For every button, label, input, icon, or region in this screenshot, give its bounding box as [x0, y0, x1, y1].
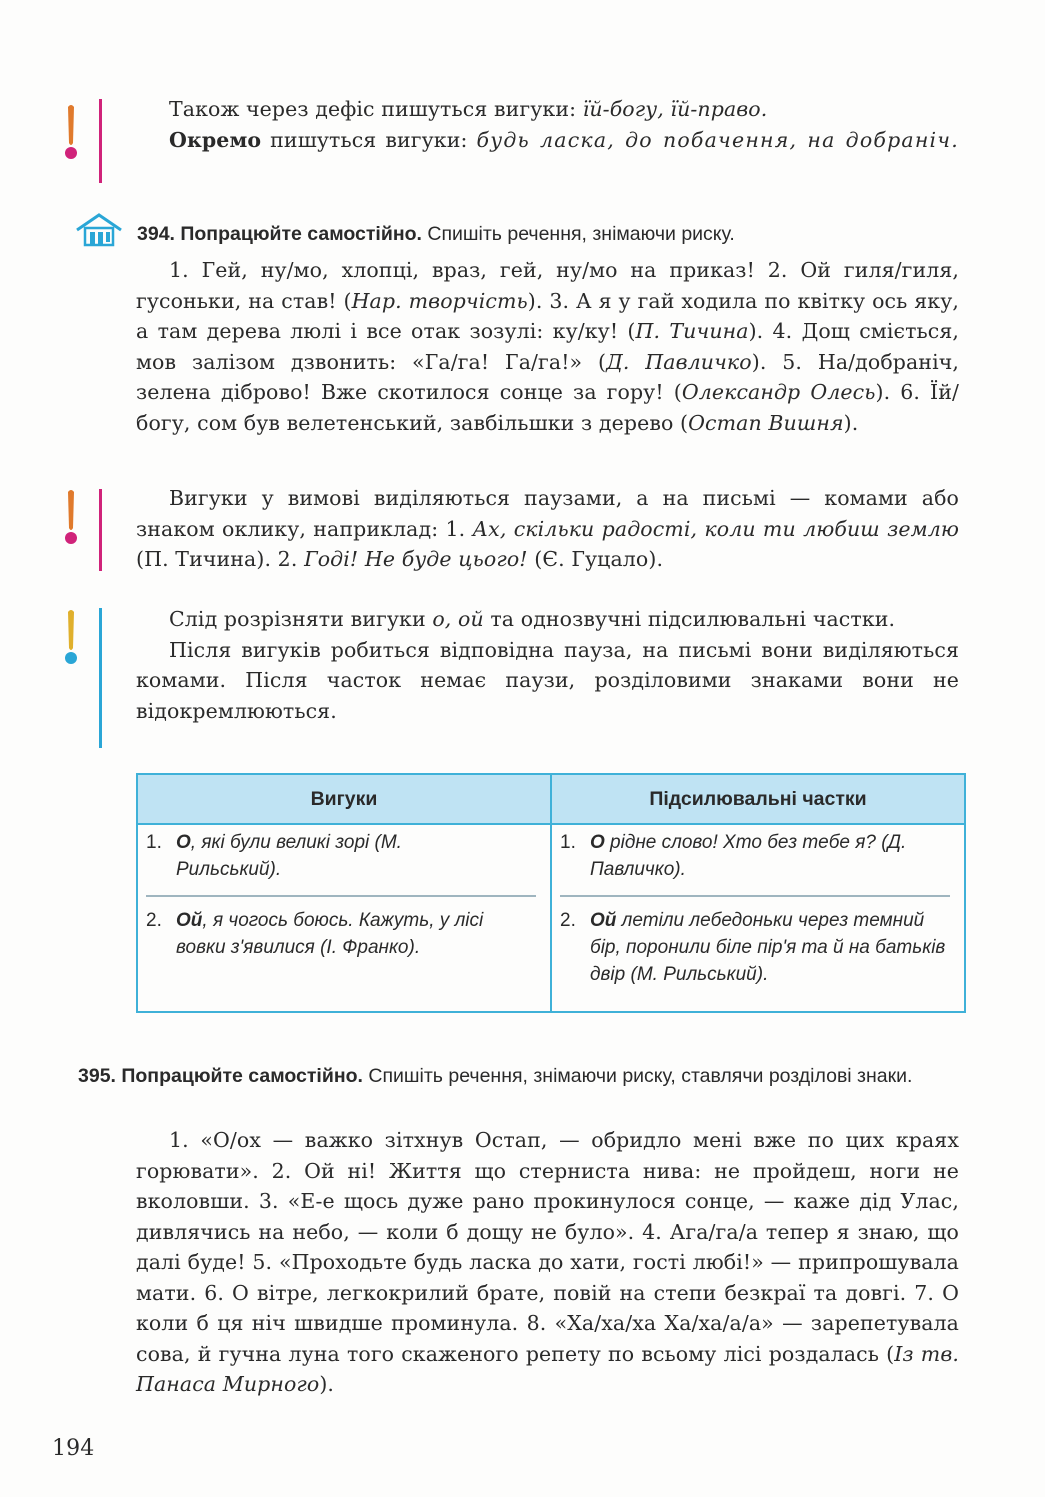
exclamation-icon: [60, 103, 82, 163]
table-header: Підсилювальні частки: [551, 774, 965, 824]
exercise-394-heading: [137, 220, 959, 249]
exercise-title: Попрацюйте самостійно.: [180, 223, 422, 245]
house-icon: [74, 212, 124, 252]
rule-text-particles: Слід розрізняти вигуки о, ой та однозвучні підсилювальні частки. Після вигуків робиться відповідна пауза, на письмі вони виділяються комами. Після часток немає паузи, розділовими знаками вони не відокремлюються.: [136, 607, 959, 723]
rule-bar: [99, 608, 102, 748]
exercise-task: Спишіть речення, знімаючи риску, ставлячи розділові знаки.: [368, 1065, 913, 1087]
exercise-number: 395.: [78, 1065, 116, 1087]
rule-bar: [99, 489, 102, 571]
exercise-395-heading: [78, 1062, 959, 1091]
comparison-table: [136, 773, 966, 1013]
exercise-395-text: 1. «О/ох — важко зітхнув Остап, — обридло мені вже по цих краях горювати». 2. Ой ні! Життя що стерниста нива: не пройдеш, ноги не вколовши. 3. «Е-е щось дуже рано прокинулося сонце, — каже дід Улас, дивлячись на небо, — коли б дощу не було». 4. Ага/га/а тепер я знаю, що далі буде! 5. «Проходьте будь ласка до хати, гості любі!» — припрошувала мати. 6. О вітре, легкокрилий брате, повій на степи безкраї та довгі. 7. О коли б ця ніч швидше проминула. 8. «Ха/ха/ха Ха/ха/а/а» — зарепетувала сова, й гучна луна того скаженого репету по всьому лісі роздалась (Із тв. Панаса Мирного).: [136, 1128, 959, 1396]
rule-text-pauses: Вигуки у вимові виділяються паузами, а на письмі — комами або знаком оклику, наприклад: 1. Ах, скільки радості, коли ти любиш землю (П. Тичина). 2. Годі! Не буде цього! (Є. Гуцало).: [136, 486, 959, 571]
table-row: 1. О, які були великі зорі (М. Рильський). 2. Ой, я чогось боюсь. Кажуть, у лісі вовки з'явилися (І. Франко). 1. О рідне слово! Хто без тебе я? (Д. Павличко). 2. Ой летіли лебедоньки через темний бір, поронили біле пір'я та й на батьків двір (М. Рильський).: [137, 824, 965, 1012]
exclamation-icon: [60, 608, 82, 668]
exclamation-icon: [60, 488, 82, 548]
rule-text-hyphen: Також через дефіс пишуться вигуки: їй-богу, їй-право. Окремо пишуться вигуки: будь ласка, до побачення, на добраніч.: [169, 97, 959, 152]
page-number: 194: [52, 1436, 95, 1461]
exercise-title: Попрацюйте самостійно.: [121, 1065, 363, 1087]
exercise-number: 394.: [137, 223, 175, 245]
exercise-task: Спишіть речення, знімаючи риску.: [427, 223, 735, 245]
rule-bar: [99, 99, 102, 183]
exercise-394-text: 1. Гей, ну/мо, хлопці, враз, гей, ну/мо на приказ! 2. Ой гиля/гиля, гусоньки, на став! (Нар. творчість). 3. А я у гай ходила по квітку ось яку, а там дерева люлі і все отак зозулі: ку/ку! (П. Тичина). 4. Дощ сміється, мов залізом дзвонить: «Га/га! Га/га!» (Д. Павличко). 5. На/добраніч, зелена діброво! Вже скотилося сонце за гору! (Олександр Олесь). 6. Їй/богу, сом був велетенський, завбільшки з дерево (Остап Вишня).: [136, 258, 959, 435]
table-header: Вигуки: [137, 774, 551, 824]
